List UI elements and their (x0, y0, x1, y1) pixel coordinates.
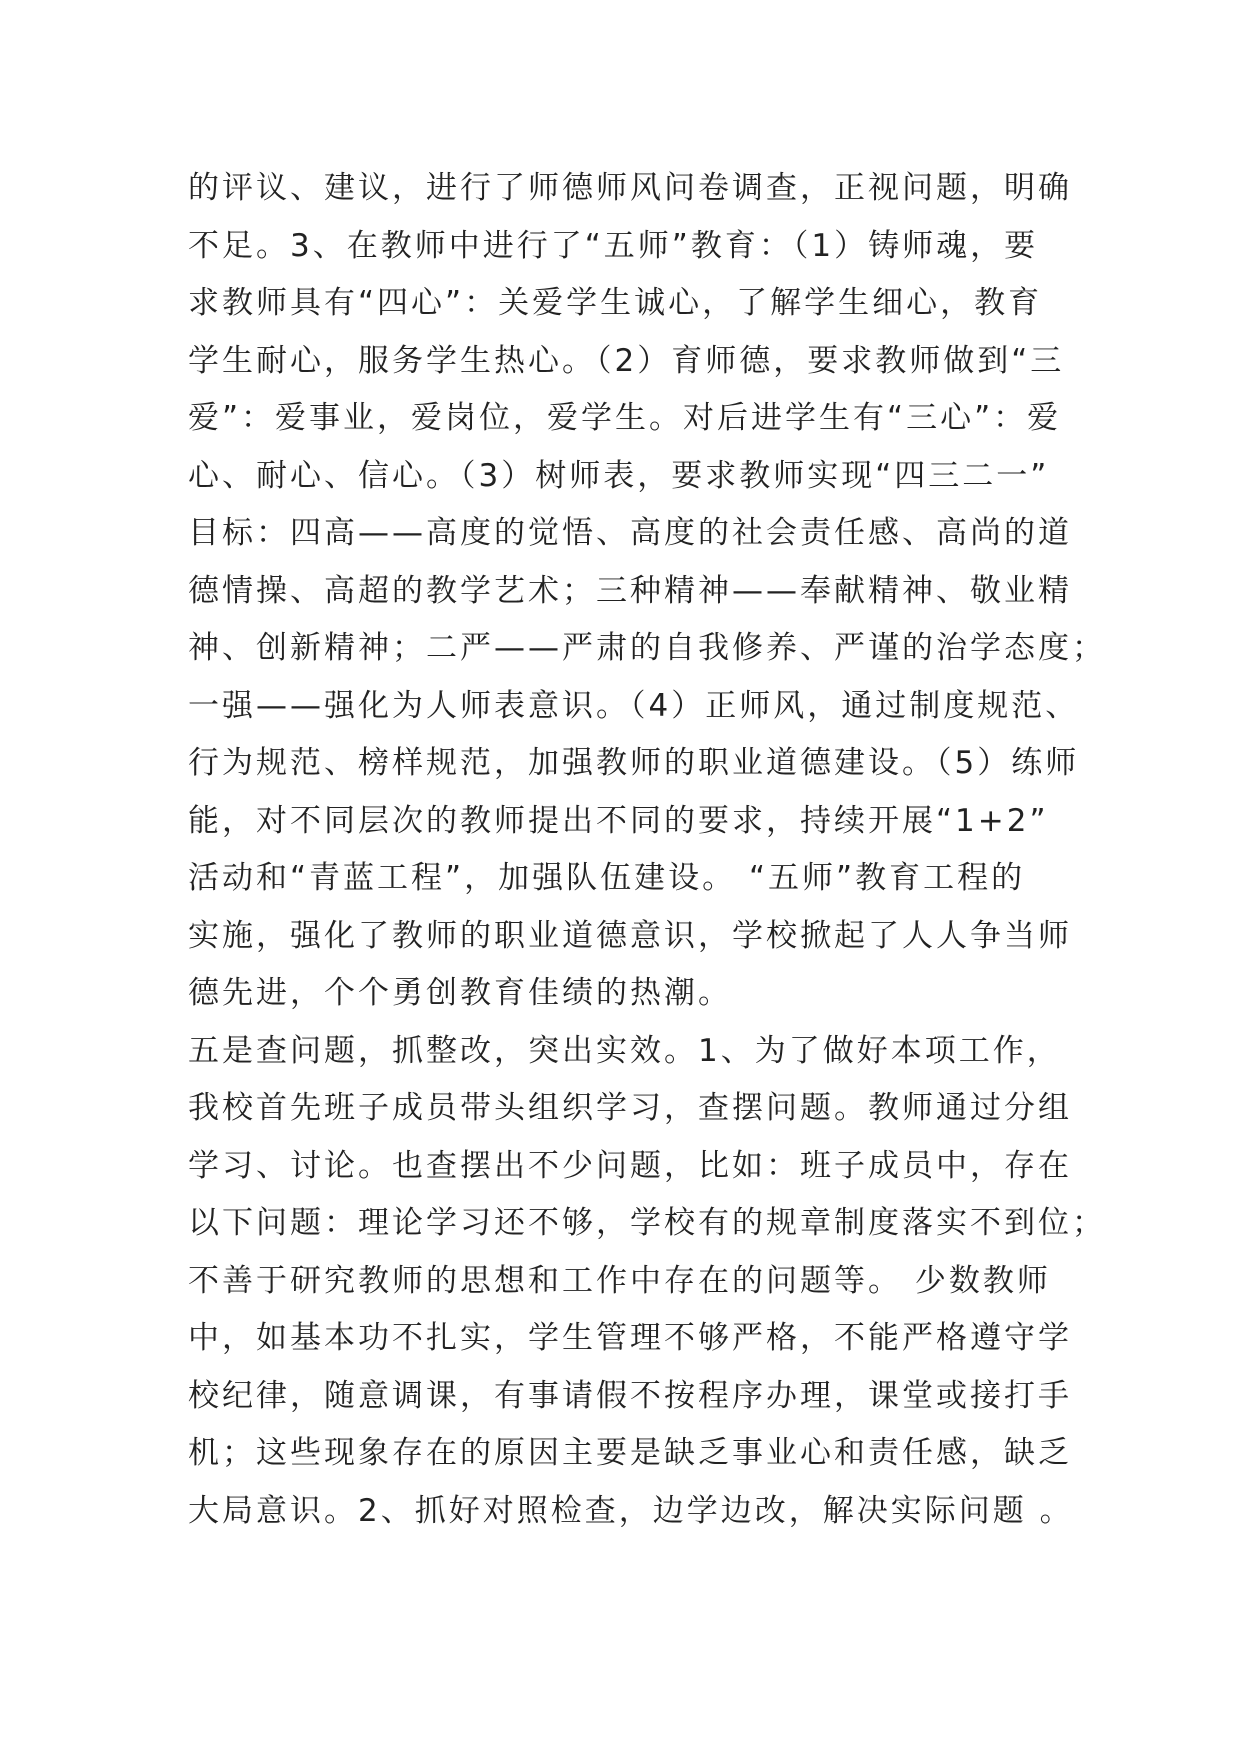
body-text (188, 160, 1106, 1540)
text-line: 学习、讨论。也查摆出不少问题，比如：班子成员中，存在 (188, 1147, 1072, 1184)
text-line: 以下问题：理论学习还不够，学校有的规章制度落实不到位； (188, 1205, 1106, 1241)
text-line: 能，对不同层次的教师提出不同的要求，持续开展“1+2” (188, 802, 1049, 839)
text-line: 行为规范、榜样规范，加强教师的职业道德建设。（5）练师 (188, 745, 1080, 781)
text-line: 校纪律，随意调课，有事请假不按程序办理，课堂或接打手 (188, 1377, 1072, 1414)
text-line: 机；这些现象存在的原因主要是缺乏事业心和责任感，缺乏 (188, 1435, 1072, 1471)
text-line: 中，如基本功不扎实，学生管理不够严格，不能严格遵守学 (188, 1320, 1072, 1356)
text-line: 德先进，个个勇创教育佳绩的热潮。 (188, 975, 732, 1011)
text-line: 实施，强化了教师的职业道德意识，学校掀起了人人争当师 (188, 917, 1072, 954)
text-line: 目标：四高——高度的觉悟、高度的社会责任感、高尚的道 (188, 515, 1072, 551)
text-line: 不足。3、在教师中进行了“五师”教育：（1）铸师魂，要 (188, 227, 1039, 264)
text-line: 求教师具有“四心”：关爱学生诚心，了解学生细心，教育 (188, 285, 1043, 321)
text-line: 我校首先班子成员带头组织学习，查摆问题。教师通过分组 (188, 1090, 1072, 1126)
text-line: 的评议、建议，进行了师德师风问卷调查，正视问题，明确 (188, 170, 1072, 206)
text-line: 活动和“青蓝工程”，加强队伍建设。 “五师”教育工程的 (188, 860, 1026, 896)
text-line: 德情操、高超的教学艺术；三种精神——奉献精神、敬业精 (188, 572, 1072, 609)
text-line: 神、创新精神；二严——严肃的自我修养、严谨的治学态度； (188, 630, 1106, 666)
text-line: 心、耐心、信心。（3）树师表，要求教师实现“四三二一” (188, 457, 1050, 494)
text-line: 不善于研究教师的思想和工作中存在的问题等。 少数教师 (188, 1262, 1051, 1299)
text-line: 一强——强化为人师表意识。（4）正师风，通过制度规范、 (188, 687, 1080, 724)
text-line: 五是查问题，抓整改，突出实效。1、为了做好本项工作， (188, 1032, 1061, 1069)
text-line: 爱”：爱事业，爱岗位，爱学生。对后进学生有“三心”：爱 (188, 400, 1062, 436)
text-line: 学生耐心，服务学生热心。（2）育师德，要求教师做到“三 (188, 342, 1065, 379)
text-line: 大局意识。2、抓好对照检查，边学边改，解决实际问题 。 (188, 1492, 1074, 1529)
